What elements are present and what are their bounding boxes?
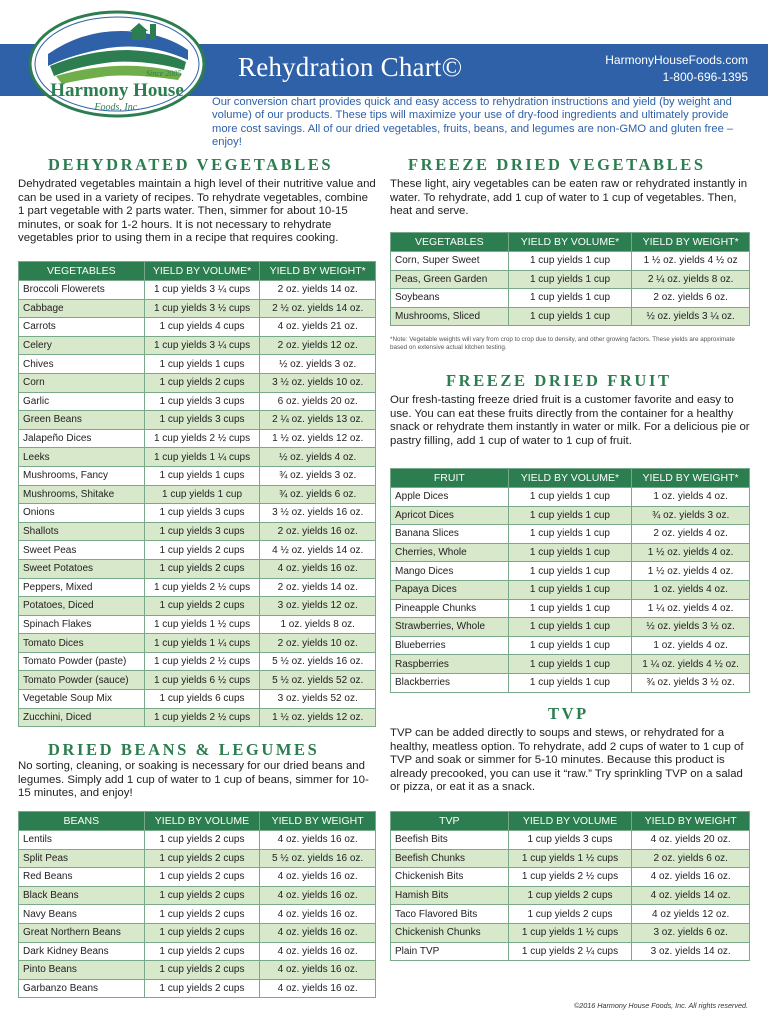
table-row bbox=[19, 597, 376, 616]
yield-weight-cell: 2 oz. yields 14 oz. bbox=[260, 281, 376, 300]
table-row bbox=[391, 942, 750, 961]
yield-volume-cell: 1 cup yields 2 cups bbox=[144, 559, 260, 578]
item-name-cell: Corn bbox=[19, 373, 145, 392]
table-row bbox=[391, 270, 750, 289]
freeze-dried-fruit-title: FREEZE DRIED FRUIT bbox=[446, 371, 672, 390]
contact-block bbox=[605, 52, 748, 86]
yield-weight-cell: 3 ½ oz. yields 16 oz. bbox=[260, 504, 376, 523]
table-row bbox=[391, 252, 750, 271]
dehydrated-vegetables-title: DEHYDRATED VEGETABLES bbox=[48, 155, 334, 174]
table-row bbox=[19, 923, 376, 942]
yield-weight-cell: ½ oz. yields 3 oz. bbox=[260, 355, 376, 374]
item-name-cell: Shallots bbox=[19, 522, 145, 541]
table-row bbox=[19, 504, 376, 523]
item-name-cell: Apple Dices bbox=[391, 488, 509, 507]
yield-volume-cell: 1 cup yields 6 ½ cups bbox=[144, 671, 260, 690]
table-row bbox=[19, 905, 376, 924]
dried-beans-desc: No sorting, cleaning, or soaking is necessary for our dried beans and legumes. Simply add 1 cup of water to 1 cup of beans, simmer for 10-15 minutes, and enjoy! bbox=[18, 760, 369, 800]
yield-volume-cell: 1 cup yields 2 cups bbox=[144, 905, 260, 924]
item-name-cell: Mushrooms, Fancy bbox=[19, 466, 145, 485]
website-link[interactable]: HarmonyHouseFoods.com bbox=[605, 53, 748, 67]
yield-volume-cell: 1 cup yields 2 cups bbox=[144, 923, 260, 942]
table-row bbox=[19, 522, 376, 541]
yield-volume-cell: 1 cup yields 3 ½ cups bbox=[144, 299, 260, 318]
yield-weight-cell: 2 oz. yields 6 oz. bbox=[632, 849, 750, 868]
yield-weight-cell: 3 oz. yields 6 oz. bbox=[632, 923, 750, 942]
yield-weight-cell: 2 oz. yields 14 oz. bbox=[260, 578, 376, 597]
item-name-cell: Navy Beans bbox=[19, 905, 145, 924]
item-name-cell: Plain TVP bbox=[391, 942, 509, 961]
freeze-dried-fruit-table bbox=[390, 468, 750, 693]
column-header: FRUIT bbox=[391, 469, 509, 488]
intro-text: Our conversion chart provides quick and easy access to rehydration instructions and yield (by weight and volume) of our products. These tips will maximize your use of dry-food ingredients and ultimately provide more cost savings. All of our dried vegetables, fruits, beans, and legumes are non-GMO and gluten free – enjoy! bbox=[212, 96, 734, 149]
yield-weight-cell: ½ oz. yields 3 ½ oz. bbox=[632, 618, 750, 637]
table-row bbox=[391, 307, 750, 326]
yield-volume-cell: 1 cup yields 1 cups bbox=[144, 355, 260, 374]
table-row bbox=[19, 541, 376, 560]
column-header: YIELD BY VOLUME* bbox=[508, 469, 632, 488]
yield-volume-cell: 1 cup yields 2 cups bbox=[144, 849, 260, 868]
item-name-cell: Taco Flavored Bits bbox=[391, 905, 509, 924]
yield-weight-cell: 1 oz. yields 4 oz. bbox=[632, 488, 750, 507]
yield-weight-cell: ¾ oz. yields 3 oz. bbox=[632, 506, 750, 525]
yield-volume-cell: 1 cup yields 2 ½ cups bbox=[508, 868, 632, 887]
yield-weight-cell: ½ oz. yields 3 ¼ oz. bbox=[632, 307, 750, 326]
item-name-cell: Green Beans bbox=[19, 411, 145, 430]
item-name-cell: Onions bbox=[19, 504, 145, 523]
yield-volume-cell: 1 cup yields 1 cup bbox=[508, 543, 632, 562]
item-name-cell: Raspberries bbox=[391, 655, 509, 674]
column-header: VEGETABLES bbox=[391, 233, 509, 252]
column-header: VEGETABLES bbox=[19, 262, 145, 281]
yield-weight-cell: 3 ½ oz. yields 10 oz. bbox=[260, 373, 376, 392]
yield-weight-cell: 2 oz. yields 10 oz. bbox=[260, 634, 376, 653]
yield-volume-cell: 1 cup yields 2 cups bbox=[144, 597, 260, 616]
table-row bbox=[391, 525, 750, 544]
yield-weight-cell: 4 oz. yields 14 oz. bbox=[632, 886, 750, 905]
freeze-dried-fruit-desc: Our fresh-tasting freeze dried fruit is a customer favorite and easy to use. You can eat these fruits directly from the container for a healthy snack or rehydrate them instantly in water or milk. For a delicious pie or pastry filling, add 1 cup of water to 1 cup of fruit. bbox=[390, 394, 750, 447]
yield-weight-cell: 1 ½ oz. yields 4 ½ oz bbox=[632, 252, 750, 271]
table-row bbox=[391, 543, 750, 562]
dehydrated-vegetables-desc: Dehydrated vegetables maintain a high level of their nutritive value and can be used in a variety of recipes. To rehydrate vegetables, combine 1 part vegetable with 2 parts water. Then, simmer for about 10-15 minutes, or soak for 1-2 hours. It is not necessary to rehydrate vegetables prior to using them in a recipe that requires cooking. bbox=[18, 178, 376, 245]
yield-volume-cell: 1 cup yields 1 cup bbox=[508, 525, 632, 544]
table-row bbox=[19, 373, 376, 392]
table-row bbox=[391, 905, 750, 924]
yield-volume-cell: 1 cup yields 2 cups bbox=[144, 961, 260, 980]
yield-volume-cell: 1 cup yields 1 cup bbox=[508, 618, 632, 637]
item-name-cell: Lentils bbox=[19, 831, 145, 850]
item-name-cell: Mushrooms, Sliced bbox=[391, 307, 509, 326]
item-name-cell: Mango Dices bbox=[391, 562, 509, 581]
table-header-row bbox=[19, 262, 376, 281]
item-name-cell: Garlic bbox=[19, 392, 145, 411]
yield-volume-cell: 1 cup yields 2 cups bbox=[508, 905, 632, 924]
item-name-cell: Hamish Bits bbox=[391, 886, 509, 905]
yield-weight-cell: 1 oz. yields 4 oz. bbox=[632, 636, 750, 655]
yield-weight-cell: 4 oz. yields 16 oz. bbox=[260, 979, 376, 998]
table-row bbox=[19, 299, 376, 318]
table-row bbox=[19, 868, 376, 887]
freeze-dried-vegetables-table bbox=[390, 232, 750, 326]
column-header: YIELD BY WEIGHT bbox=[260, 812, 376, 831]
yield-volume-cell: 1 cup yields 3 cups bbox=[144, 392, 260, 411]
yield-volume-cell: 1 cup yields 2 ½ cups bbox=[144, 578, 260, 597]
item-name-cell: Mushrooms, Shitake bbox=[19, 485, 145, 504]
yield-weight-cell: 4 oz. yields 16 oz. bbox=[260, 905, 376, 924]
column-header: TVP bbox=[391, 812, 509, 831]
yield-weight-cell: 1 oz. yields 4 oz. bbox=[632, 580, 750, 599]
yield-volume-cell: 1 cup yields 1 ½ cups bbox=[144, 615, 260, 634]
yield-weight-cell: 4 oz. yields 16 oz. bbox=[260, 886, 376, 905]
table-row bbox=[19, 615, 376, 634]
yield-volume-cell: 1 cup yields 2 ½ cups bbox=[144, 708, 260, 727]
yield-volume-cell: 1 cup yields 1 cup bbox=[508, 599, 632, 618]
yield-weight-cell: 4 oz. yields 16 oz. bbox=[260, 831, 376, 850]
column-header: YIELD BY WEIGHT* bbox=[632, 233, 750, 252]
yield-weight-cell: 4 oz. yields 16 oz. bbox=[260, 961, 376, 980]
item-name-cell: Celery bbox=[19, 336, 145, 355]
table-row bbox=[19, 671, 376, 690]
table-row bbox=[19, 336, 376, 355]
yield-volume-cell: 1 cup yields 2 cups bbox=[144, 979, 260, 998]
yield-volume-cell: 1 cup yields 2 cups bbox=[144, 373, 260, 392]
yield-volume-cell: 1 cup yields 1 cup bbox=[508, 506, 632, 525]
yield-volume-cell: 1 cup yields 2 cups bbox=[144, 886, 260, 905]
item-name-cell: Peppers, Mixed bbox=[19, 578, 145, 597]
column-header: YIELD BY VOLUME* bbox=[144, 262, 260, 281]
item-name-cell: Strawberries, Whole bbox=[391, 618, 509, 637]
item-name-cell: Blackberries bbox=[391, 673, 509, 692]
yield-volume-cell: 1 cup yields 1 cup bbox=[508, 655, 632, 674]
table-row bbox=[391, 923, 750, 942]
yield-volume-cell: 1 cup yields 1 cup bbox=[144, 485, 260, 504]
column-header: BEANS bbox=[19, 812, 145, 831]
logo-name-text: Harmony House bbox=[50, 80, 184, 101]
yield-volume-cell: 1 cup yields 2 ½ cups bbox=[144, 652, 260, 671]
item-name-cell: Chives bbox=[19, 355, 145, 374]
table-row bbox=[19, 652, 376, 671]
yield-volume-cell: 1 cup yields 2 cups bbox=[144, 541, 260, 560]
logo-tag-text: Foods, Inc. bbox=[94, 102, 140, 113]
table-row bbox=[391, 849, 750, 868]
yield-weight-cell: 2 oz. yields 4 oz. bbox=[632, 525, 750, 544]
copyright-text: ©2016 Harmony House Foods, Inc. All rights reserved. bbox=[573, 1001, 748, 1010]
item-name-cell: Soybeans bbox=[391, 289, 509, 308]
yield-volume-cell: 1 cup yields 2 ¼ cups bbox=[508, 942, 632, 961]
yield-weight-cell: 1 ¼ oz. yields 4 oz. bbox=[632, 599, 750, 618]
item-name-cell: Peas, Green Garden bbox=[391, 270, 509, 289]
tvp-title: TVP bbox=[548, 704, 589, 723]
table-row bbox=[19, 690, 376, 709]
yield-volume-cell: 1 cup yields 2 cups bbox=[144, 942, 260, 961]
yield-volume-cell: 1 cup yields 1 ¼ cups bbox=[144, 448, 260, 467]
yield-weight-cell: 5 ½ oz. yields 16 oz. bbox=[260, 849, 376, 868]
item-name-cell: Beefish Chunks bbox=[391, 849, 509, 868]
yield-weight-cell: 5 ½ oz. yields 16 oz. bbox=[260, 652, 376, 671]
yield-weight-cell: 2 oz. yields 6 oz. bbox=[632, 289, 750, 308]
table-row bbox=[391, 599, 750, 618]
phone-number: 1-800-696-1395 bbox=[662, 70, 748, 84]
yield-volume-cell: 1 cup yields 1 cup bbox=[508, 252, 632, 271]
table-row bbox=[19, 961, 376, 980]
table-row bbox=[19, 448, 376, 467]
yield-weight-cell: ¾ oz. yields 6 oz. bbox=[260, 485, 376, 504]
item-name-cell: Banana Slices bbox=[391, 525, 509, 544]
yield-volume-cell: 1 cup yields 2 cups bbox=[144, 868, 260, 887]
table-row bbox=[19, 578, 376, 597]
yield-weight-cell: 1 ½ oz. yields 4 oz. bbox=[632, 562, 750, 581]
item-name-cell: Zucchini, Diced bbox=[19, 708, 145, 727]
item-name-cell: Corn, Super Sweet bbox=[391, 252, 509, 271]
table-row bbox=[19, 355, 376, 374]
vegetable-weight-note: *Note: Vegetable weights will vary from crop to crop due to density, and other growing factors. These yields are approximate based on extensive actual kitchen testing. bbox=[390, 336, 735, 351]
item-name-cell: Chickenish Chunks bbox=[391, 923, 509, 942]
yield-weight-cell: 4 oz. yields 16 oz. bbox=[260, 923, 376, 942]
item-name-cell: Carrots bbox=[19, 318, 145, 337]
yield-volume-cell: 1 cup yields 3 cups bbox=[144, 522, 260, 541]
yield-volume-cell: 1 cup yields 1 cup bbox=[508, 673, 632, 692]
yield-weight-cell: 1 ½ oz. yields 12 oz. bbox=[260, 429, 376, 448]
table-row bbox=[391, 831, 750, 850]
table-row bbox=[391, 289, 750, 308]
table-row bbox=[19, 466, 376, 485]
item-name-cell: Sweet Peas bbox=[19, 541, 145, 560]
yield-volume-cell: 1 cup yields 3 cups bbox=[508, 831, 632, 850]
item-name-cell: Split Peas bbox=[19, 849, 145, 868]
table-row bbox=[19, 942, 376, 961]
column-header: YIELD BY WEIGHT* bbox=[260, 262, 376, 281]
freeze-dried-vegetables-title: FREEZE DRIED VEGETABLES bbox=[408, 155, 706, 174]
yield-volume-cell: 1 cup yields 1 cup bbox=[508, 289, 632, 308]
yield-weight-cell: 2 oz. yields 16 oz. bbox=[260, 522, 376, 541]
table-row bbox=[19, 559, 376, 578]
yield-volume-cell: 1 cup yields 3 cups bbox=[144, 411, 260, 430]
yield-volume-cell: 1 cup yields 1 ½ cups bbox=[508, 849, 632, 868]
yield-weight-cell: 4 oz. yields 21 oz. bbox=[260, 318, 376, 337]
yield-volume-cell: 1 cup yields 1 ¼ cups bbox=[144, 634, 260, 653]
yield-weight-cell: 6 oz. yields 20 oz. bbox=[260, 392, 376, 411]
yield-weight-cell: 3 oz. yields 14 oz. bbox=[632, 942, 750, 961]
column-header: YIELD BY WEIGHT bbox=[632, 812, 750, 831]
table-row bbox=[391, 868, 750, 887]
table-header-row bbox=[391, 812, 750, 831]
item-name-cell: Beefish Bits bbox=[391, 831, 509, 850]
yield-weight-cell: 2 ¼ oz. yields 13 oz. bbox=[260, 411, 376, 430]
yield-weight-cell: ¾ oz. yields 3 ½ oz. bbox=[632, 673, 750, 692]
logo-since-text: Since 2005 bbox=[146, 69, 182, 78]
table-row bbox=[391, 488, 750, 507]
yield-weight-cell: 4 oz. yields 16 oz. bbox=[260, 868, 376, 887]
page-title: Rehydration Chart© bbox=[238, 52, 463, 82]
table-row bbox=[19, 318, 376, 337]
item-name-cell: Potatoes, Diced bbox=[19, 597, 145, 616]
table-row bbox=[19, 708, 376, 727]
table-row bbox=[391, 618, 750, 637]
yield-volume-cell: 1 cup yields 1 cups bbox=[144, 466, 260, 485]
yield-weight-cell: 4 oz. yields 16 oz. bbox=[260, 942, 376, 961]
yield-weight-cell: 2 ¼ oz. yields 8 oz. bbox=[632, 270, 750, 289]
yield-weight-cell: 1 ¼ oz. yields 4 ½ oz. bbox=[632, 655, 750, 674]
yield-weight-cell: 4 oz yields 12 oz. bbox=[632, 905, 750, 924]
item-name-cell: Cabbage bbox=[19, 299, 145, 318]
item-name-cell: Leeks bbox=[19, 448, 145, 467]
item-name-cell: Spinach Flakes bbox=[19, 615, 145, 634]
yield-volume-cell: 1 cup yields 3 ¼ cups bbox=[144, 336, 260, 355]
yield-weight-cell: 4 oz. yields 16 oz. bbox=[260, 559, 376, 578]
tvp-desc: TVP can be added directly to soups and stews, or rehydrated for a healthy, meatless option. To rehydrate, add 2 cups of water to 1 cup of TVP and soak or simmer for 5-10 minutes. Because this product is already precooked, you can use it “raw.” Try sprinkling TVP on a salad or pizza, or eat it as a snack. bbox=[390, 727, 744, 794]
dried-beans-table bbox=[18, 811, 376, 998]
yield-volume-cell: 1 cup yields 1 cup bbox=[508, 307, 632, 326]
yield-volume-cell: 1 cup yields 2 cups bbox=[144, 831, 260, 850]
item-name-cell: Garbanzo Beans bbox=[19, 979, 145, 998]
harmony-house-logo bbox=[28, 10, 206, 118]
yield-weight-cell: 3 oz. yields 52 oz. bbox=[260, 690, 376, 709]
table-row bbox=[19, 849, 376, 868]
dried-beans-title: DRIED BEANS & LEGUMES bbox=[48, 740, 320, 759]
yield-weight-cell: 1 ½ oz. yields 12 oz. bbox=[260, 708, 376, 727]
column-header: YIELD BY VOLUME bbox=[508, 812, 632, 831]
dehydrated-vegetables-table bbox=[18, 261, 376, 727]
item-name-cell: Black Beans bbox=[19, 886, 145, 905]
table-row bbox=[19, 831, 376, 850]
yield-volume-cell: 1 cup yields 3 ¼ cups bbox=[144, 281, 260, 300]
table-row bbox=[19, 429, 376, 448]
column-header: YIELD BY VOLUME* bbox=[508, 233, 632, 252]
table-row bbox=[391, 655, 750, 674]
table-row bbox=[19, 392, 376, 411]
table-row bbox=[19, 886, 376, 905]
yield-weight-cell: ½ oz. yields 4 oz. bbox=[260, 448, 376, 467]
item-name-cell: Vegetable Soup Mix bbox=[19, 690, 145, 709]
item-name-cell: Dark Kidney Beans bbox=[19, 942, 145, 961]
item-name-cell: Red Beans bbox=[19, 868, 145, 887]
table-row bbox=[391, 886, 750, 905]
table-row bbox=[391, 506, 750, 525]
yield-weight-cell: ¾ oz. yields 3 oz. bbox=[260, 466, 376, 485]
yield-volume-cell: 1 cup yields 3 cups bbox=[144, 504, 260, 523]
table-row bbox=[391, 562, 750, 581]
table-header-row bbox=[19, 812, 376, 831]
item-name-cell: Cherries, Whole bbox=[391, 543, 509, 562]
column-header: YIELD BY WEIGHT* bbox=[632, 469, 750, 488]
yield-weight-cell: 1 ½ oz. yields 4 oz. bbox=[632, 543, 750, 562]
table-row bbox=[19, 485, 376, 504]
yield-weight-cell: 2 ½ oz. yields 14 oz. bbox=[260, 299, 376, 318]
yield-weight-cell: 5 ½ oz. yields 52 oz. bbox=[260, 671, 376, 690]
freeze-dried-vegetables-desc: These light, airy vegetables can be eaten raw or rehydrated instantly in water. To rehydrate, add 1 cup of water to 1 cup of vegetables. Then, heat and serve. bbox=[390, 178, 748, 218]
item-name-cell: Great Northern Beans bbox=[19, 923, 145, 942]
yield-weight-cell: 2 oz. yields 12 oz. bbox=[260, 336, 376, 355]
yield-volume-cell: 1 cup yields 1 cup bbox=[508, 270, 632, 289]
item-name-cell: Sweet Potatoes bbox=[19, 559, 145, 578]
yield-volume-cell: 1 cup yields 4 cups bbox=[144, 318, 260, 337]
yield-volume-cell: 1 cup yields 1 cup bbox=[508, 580, 632, 599]
table-row bbox=[19, 281, 376, 300]
yield-volume-cell: 1 cup yields 1 cup bbox=[508, 488, 632, 507]
item-name-cell: Jalapeño Dices bbox=[19, 429, 145, 448]
yield-volume-cell: 1 cup yields 6 cups bbox=[144, 690, 260, 709]
tvp-table bbox=[390, 811, 750, 961]
yield-volume-cell: 1 cup yields 1 ½ cups bbox=[508, 923, 632, 942]
table-row bbox=[391, 580, 750, 599]
yield-volume-cell: 1 cup yields 1 cup bbox=[508, 562, 632, 581]
yield-volume-cell: 1 cup yields 1 cup bbox=[508, 636, 632, 655]
item-name-cell: Blueberries bbox=[391, 636, 509, 655]
item-name-cell: Broccoli Flowerets bbox=[19, 281, 145, 300]
column-header: YIELD BY VOLUME bbox=[144, 812, 260, 831]
item-name-cell: Apricot Dices bbox=[391, 506, 509, 525]
item-name-cell: Tomato Powder (paste) bbox=[19, 652, 145, 671]
table-row bbox=[391, 673, 750, 692]
yield-weight-cell: 4 oz. yields 16 oz. bbox=[632, 868, 750, 887]
item-name-cell: Chickenish Bits bbox=[391, 868, 509, 887]
item-name-cell: Pineapple Chunks bbox=[391, 599, 509, 618]
yield-volume-cell: 1 cup yields 2 cups bbox=[508, 886, 632, 905]
table-header-row bbox=[391, 233, 750, 252]
table-row bbox=[391, 636, 750, 655]
table-row bbox=[19, 411, 376, 430]
table-row bbox=[19, 634, 376, 653]
yield-weight-cell: 3 oz. yields 12 oz. bbox=[260, 597, 376, 616]
table-header-row bbox=[391, 469, 750, 488]
table-row bbox=[19, 979, 376, 998]
yield-weight-cell: 4 oz. yields 20 oz. bbox=[632, 831, 750, 850]
yield-volume-cell: 1 cup yields 2 ½ cups bbox=[144, 429, 260, 448]
yield-weight-cell: 4 ½ oz. yields 14 oz. bbox=[260, 541, 376, 560]
yield-weight-cell: 1 oz. yields 8 oz. bbox=[260, 615, 376, 634]
item-name-cell: Papaya Dices bbox=[391, 580, 509, 599]
item-name-cell: Tomato Dices bbox=[19, 634, 145, 653]
item-name-cell: Tomato Powder (sauce) bbox=[19, 671, 145, 690]
item-name-cell: Pinto Beans bbox=[19, 961, 145, 980]
